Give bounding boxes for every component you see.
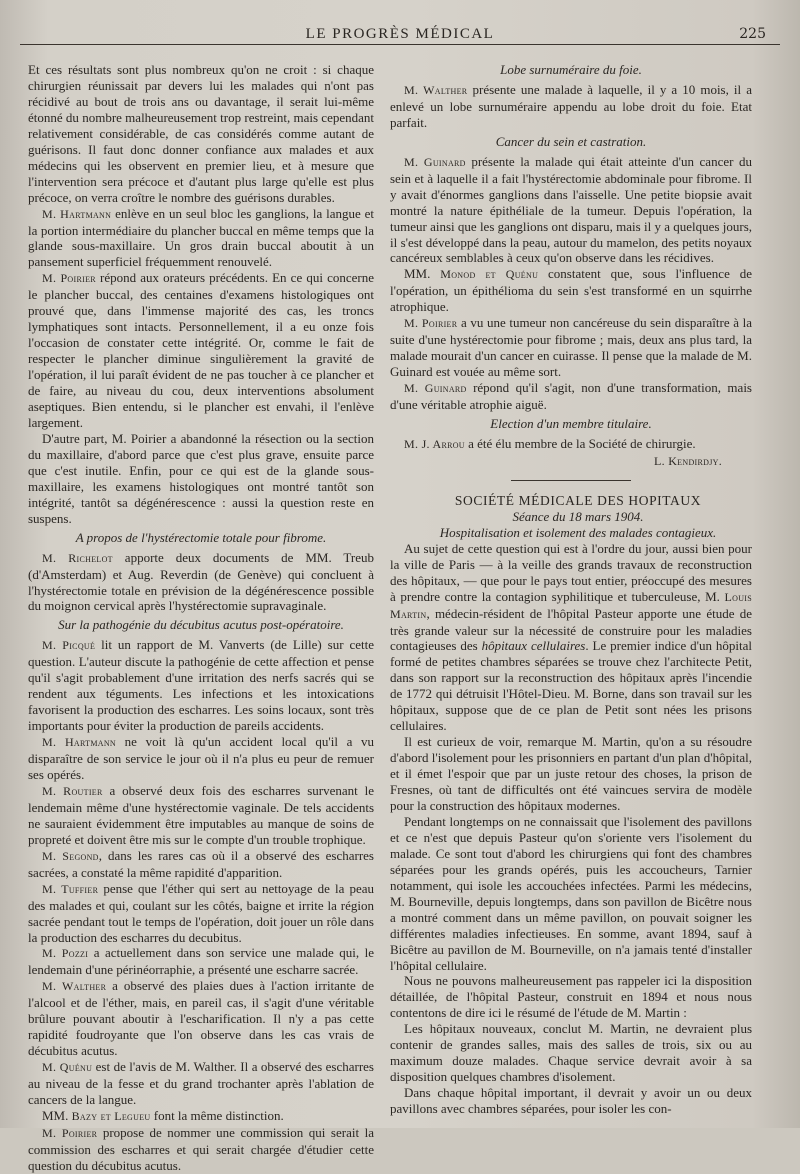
paragraph: M. Quénu est de l'avis de M. Walther. Il a observé des escharres au niveau de la fesse et du grand trochanter après l'ablation de cancers de la langue. bbox=[28, 1059, 374, 1108]
paragraph: M. Hartmann enlève en un seul bloc les ganglions, la langue et la portion intermédiaire du plancher buccal en même temps que la glande sous-maxillaire. Un gros drain buccal aboutit à un pansement superficiel fréquemment renouvelé. bbox=[28, 205, 374, 270]
paragraph: M. Hartmann ne voit là qu'un accident local qu'il a vu disparaître de son service le jour où il n'a plus eu peur de remuer ses opérés. bbox=[28, 734, 375, 782]
speaker-name: M. Guinard bbox=[404, 381, 467, 396]
paragraph: M. Tuffier pense que l'éther qui sert au nettoyage de la peau des malades et qui, coulant sur les côtés, baigne et irrite la région sacrée pendant tout le temps de l'opération, doit jouer un rôle dans la production des escharres du decubitus. bbox=[28, 880, 374, 945]
paragraph: Et ces résultats sont plus nombreux qu'on ne croit : si chaque chirurgien réunissait par devers lui les malades qui n'ont pas récidivé au bout de trois ans ou davantage, il serait lui-même étonné du nombre malheureusement trop restreint, mais cependant relativement considérable, de cas considérés comme autant de guérisons. Il faut donc donner confiance aux malades et aux médecins qui les observent en premier lieu, et à mesure que l'intervention sera précoce et d'autant plus large qu'elle est plus précoce, on verra croître le nombre des guérisons durables. bbox=[28, 62, 374, 205]
paragraph: M. Walther a observé des plaies dues à l'action irritante de l'alcool et de l'éther, mais, en pareil cas, il s'agit d'une véritable brûlure pouvant aboutir à l'escharification. Il n'y a pas cette rapidité foudroyante que l'on observe dans les cas vrais de décubitus acutus. bbox=[28, 978, 374, 1059]
paragraph: D'autre part, M. Poirier a abandonné la résection ou la section du maxillaire, d'abord parce que c'est plus grave, ensuite parce que c'est inutile. Enfin, pour ce qui est de la glande sous-maxillaire, les examens histologiques ont montré tantôt son intégrité, tantôt sa dégénérescence : aussi la question reste en suspens. bbox=[28, 430, 374, 526]
speaker-name: M. Hartmann bbox=[42, 206, 112, 221]
speaker-name: Louis Martin bbox=[390, 589, 752, 621]
speaker-name: M. Picqué bbox=[42, 638, 96, 653]
paragraph: Les hôpitaux nouveaux, conclut M. Martin, ne devraient plus contenir de grandes salles, mais des salles de trois, six ou au maximum douze malades. Chaque service devrait avoir à sa disposition quelques chambres d'isolement. bbox=[390, 1021, 752, 1085]
page-header bbox=[20, 26, 780, 46]
right-column bbox=[390, 62, 752, 1117]
paragraph: M. Guinard répond qu'il s'agit, non d'une transformation, mais d'une véritable atrophie aiguë. bbox=[390, 380, 752, 413]
speaker-name: M. Tuffier bbox=[42, 881, 99, 896]
paragraph: M. Poirier a vu une tumeur non cancéreuse du sein disparaître à la suite d'une hystérectomie pour fibrome ; mais, deux ans plus tard, la malade mourait d'un cancer en cuirasse. Il pense que la malade de M. Guinard est vouée au même sort. bbox=[390, 315, 752, 380]
section-divider bbox=[511, 480, 631, 481]
paragraph: Il est curieux de voir, remarque M. Martin, qu'on a su résoudre d'abord l'isolement pour les prisonniers en partant d'un plan d'hôpital, et il émet l'espoir que par un juste retour des choses, la prison de Fresnes, où tant de difficultés ont été vaincues servira de modèle pour la construction des hôpitaux modernes. bbox=[390, 734, 752, 813]
paragraph: M. Poirier répond aux orateurs précédents. En ce qui concerne le plancher buccal, des centaines d'examens histologiques ont prouvé que, dans l'immense majorité des cas, les troncs lymphatiques sont intacts. Personnellement, il a eu onze fois l'occasion de constater cette intégrité. Or, comme le fait de respecter le plancher diminue singulièrement la gravité de l'opération, il lui paraît évident de ne pas toucher à ce plancher et de faire, au niveau du cou, deux interventions absolument aseptiques. Bien entendu, si le plancher est envahi, il l'enlève largement. bbox=[28, 270, 374, 430]
paragraph: Pendant longtemps on ne connaissait que l'isolement des pavillons et ce n'est que depuis Pasteur qu'on s'oriente vers l'isolement du malade. Ce sont tout d'abord les chirurgiens qui font des chambres séparées pour les grands opérés, puis les accoucheurs, Tarnier notamment, qui isole les accouchées infectées. Parmi les médecins, M. Bourneville, depuis longtemps, dans son pavillon de Bicêtre nous a montré comment dans un même pavillon, on pouvait soigner les différentes maladies infectieuses. En somme, avant 1894, sauf à Bicêtre au pavillon de M. Bourneville, on n'a jamais tenté d'installer l'hôpital cellulaire. bbox=[390, 813, 752, 973]
paragraph: Nous ne pouvons malheureusement pas rappeler ici la disposition détaillée, de l'hôpital Pasteur, construit en 1894 et nous nous contentons de dire ici le résumé de l'étude de M. Martin : bbox=[390, 973, 752, 1021]
left-column bbox=[28, 62, 374, 1174]
journal-title: LE PROGRÈS MÉDICAL bbox=[305, 26, 495, 42]
paragraph: MM. Bazy et Legueu font la même distinction. bbox=[42, 1108, 284, 1123]
speaker-name: M. Walther bbox=[404, 82, 468, 97]
paragraph: M. Pozzi a actuellement dans son service une malade qui, le lendemain d'une périnéorraphie, a présenté une escharre sacrée. bbox=[28, 945, 374, 978]
paragraph: M. Segond, dans les rares cas où il a observé des escharres sacrées, a constaté la même rapidité d'apparition. bbox=[28, 847, 374, 880]
speaker-name: M. Pozzi bbox=[42, 946, 89, 961]
society-heading: SOCIÉTÉ MÉDICALE DES HOPITAUX bbox=[454, 492, 702, 508]
speaker-name: M. J. Arrou bbox=[404, 436, 465, 451]
paragraph: M. Richelot apporte deux documents de MM. Treub (d'Amsterdam) et Aug. Reverdin (de Genève) qui concluent à l'hystérectomie totale en prévision de la dégénérescence possible du moignon cervical après l'hystérectomie supravaginale. bbox=[28, 549, 374, 614]
speaker-name: M. Guinard bbox=[404, 154, 466, 169]
italic-term: hôpitaux cellulaires bbox=[481, 638, 586, 654]
speaker-name: M. Hartmann bbox=[42, 735, 117, 750]
author-signature: L. Kendirdjy. bbox=[653, 453, 722, 468]
speaker-name: M. Richelot bbox=[42, 550, 113, 565]
paragraph: MM. Monod et Quénu constatent que, sous l'influence de l'opération, un épithélioma du sein s'est transformé en un squirrhe atrophique. bbox=[390, 266, 752, 315]
speaker-name: M. Segond bbox=[42, 848, 99, 863]
paragraph: M. Routier a observé deux fois des escharres survenant le lendemain même d'une hystérectomie vaginale. De tels accidents ne sauraient évidemment être imputables au manque de soins de propreté et doivent être mis sur le compte d'un trouble trophique. bbox=[28, 782, 374, 847]
section-subheading: Hospitalisation et isolement des malades contagieux. bbox=[439, 524, 717, 540]
section-subheading: Election d'un membre titulaire. bbox=[490, 416, 652, 432]
speaker-name: M. Poirier bbox=[42, 271, 96, 286]
speaker-name: Monod et Quénu bbox=[440, 267, 539, 282]
speaker-name: M. Walther bbox=[42, 979, 107, 994]
paragraph: M. Poirier propose de nommer une commission qui serait la commission des escharres et qui serait chargée d'étudier cette question du décubitus acutus. bbox=[28, 1124, 374, 1173]
paragraph: Dans chaque hôpital important, il devrait y avoir un ou deux pavillons avec chambres séparées, pour isoler les con- bbox=[390, 1085, 752, 1117]
paragraph: M. J. Arrou a été élu membre de la Société de chirurgie. bbox=[404, 435, 696, 451]
section-subheading: Lobe surnuméraire du foie. bbox=[500, 62, 642, 77]
section-subheading: A propos de l'hystérectomie totale pour fibrome. bbox=[75, 529, 327, 545]
paragraph: M. Picqué lit un rapport de M. Vanverts (de Lille) sur cette question. L'auteur discute la pathogénie de cette affection et pense qu'il s'agit probablement d'une irritation des nerfs sacrés qui se rendent aux téguments. Les infections et les intoxications favorisent la production des escharres. Les soins locaux, sont très importants pour éviter la production de pareils accidents. bbox=[28, 637, 374, 734]
section-subheading: Cancer du sein et castration. bbox=[495, 133, 647, 149]
session-date: Séance du 18 mars 1904. bbox=[512, 508, 644, 524]
section-subheading: Sur la pathogénie du décubitus acutus post-opératoire. bbox=[58, 617, 344, 633]
paragraph: M. Guinard présente la malade qui était atteinte d'un cancer du sein et à laquelle il a fait l'hystérectomie abdominale pour fibrome. Il y avait d'énormes ganglions dans l'aisselle. Une petite biopsie avait montré la nature épithéliale de la tumeur. Depuis l'opération, la tumeur ainsi que les ganglions ont disparu, mais il y a quelques jours, il s'est développé dans la peau, autour du mamelon, des petits noyaux cancéreux semblables à ceux qu'on observe dans les récidives. bbox=[390, 153, 752, 266]
paragraph: M. Walther présente une malade à laquelle, il y a 10 mois, il a enlevé un lobe surnuméraire appendu au lobe droit du foie. Etat parfait. bbox=[390, 81, 752, 130]
speaker-name: M. Quénu bbox=[42, 1060, 93, 1075]
speaker-name: Bazy et Legueu bbox=[71, 1109, 151, 1123]
speaker-name: M. Poirier bbox=[42, 1125, 98, 1140]
speaker-name: M. Routier bbox=[42, 783, 103, 798]
speaker-name: M. Poirier bbox=[404, 316, 458, 331]
page-number: 225 bbox=[739, 26, 766, 42]
paragraph: Au sujet de cette question qui est à l'ordre du jour, aussi bien pour la ville de Paris — à la veille des grands travaux de reconstruction des hôpitaux, — que pour le pays tout entier, préoccupé des mesures à prendre contre la contagion syphilitique et tuberculeuse, M. Louis Martin, médecin-résident de l'hôpital Pasteur apporte une étude de très grande valeur sur la nécessité de construire pour les maladies contagieuses des hôpitaux cellulaires. Le premier indice d'un hôpital formé de petites chambres séparées se trouve chez l'architecte Petit, dans son rapport sur la reconstruction des hôpitaux après l'incendie de 1772 qui détruisit l'Hôtel-Dieu. M. Borne, dans son travail sur les hôpitaux, suppose que de ce plan de Petit sont nées les prisons cellulaires. bbox=[390, 540, 752, 734]
header-rule bbox=[20, 44, 780, 45]
